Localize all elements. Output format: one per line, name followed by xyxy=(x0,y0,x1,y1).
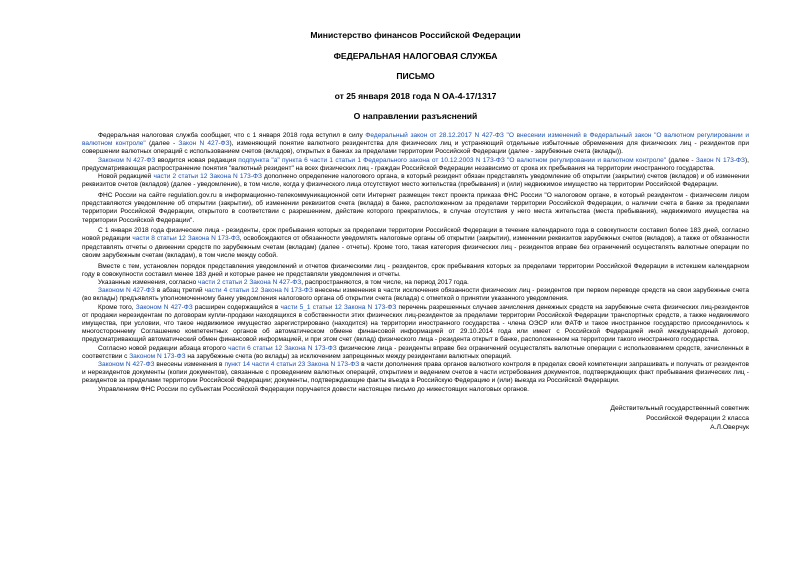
law-reference-link[interactable]: части 2 статьи 2 Закона N 427-ФЗ xyxy=(198,278,302,286)
paragraph-text: на зарубежные счета (во вклады) за исключением запрещенных между резидентами валютных операций. xyxy=(185,352,512,360)
paragraph-text: С 1 января 2018 года физические лица - резиденты, срок пребывания которых за пределами территории Российской Федерации в течение календарного года в совокупности составил более 183 дней, согласно новой редакции xyxy=(82,227,749,243)
law-reference-link[interactable]: Законом N 427-ФЗ xyxy=(98,156,156,164)
law-reference-link[interactable]: Законом N 173-ФЗ xyxy=(129,352,186,360)
body-paragraph xyxy=(82,157,749,173)
signatory-name: А.Л.Оверчук xyxy=(710,424,749,432)
paragraph-text: , распространяются, в том числе, на период 2017 года. xyxy=(301,278,469,286)
paragraph-text: дополнено определение налогового органа, в который резидент обязан представлять уведомление об открытии (закрытии) счетов (вкладов) и об изменении реквизитов счетов (вкладов) (далее - уведомление), в том числе, когда у физического лица отсутствуют место жительства (пребывания) и (или) недвижимое имущество на территории Российской Федерации. xyxy=(82,173,749,189)
body-paragraph xyxy=(82,227,749,260)
signatory-position-line2: Российской Федерации 2 класса xyxy=(646,414,749,422)
signature-block xyxy=(549,404,749,433)
law-reference-link[interactable]: части 2 статьи 12 Закона N 173-ФЗ xyxy=(153,173,262,181)
ministry-heading: Министерство финансов Российской Федерации xyxy=(310,30,521,40)
paragraph-text: в абзац третий xyxy=(154,287,205,295)
law-reference-link[interactable]: Законом N 427-ФЗ xyxy=(98,287,155,295)
law-reference-link[interactable]: пункт 14 части 4 статьи 23 Закона N 173-ФЗ xyxy=(224,360,360,368)
paragraph-text: перечень разрешенных случаев зачисления денежных средств на зарубежные счета физических лиц-резидентов от продажи нерезидентам по договорам купли-продажи находящихся в собственности этих физических лиц-резидентов за пределами территории Российской Федерации транспортных средств, а также недвижимого имущества, при условии, что такое недвижимое имущество зарегистрировано (находится) на территории иностранного государства - члена ОЭСР или ФАТФ и такое иностранное государство присоединилось к многостороннему Соглашению компетентных органов об автоматическом обмене финансовой информацией от 29.10.2014 года или имеет с Российской Федерацией иной международный договор, предусматривающий автоматический обмен финансовой информацией, и при этом счет (вклад) физического лица - резидента открыт в банке, расположенном на территории такого иностранного государства. xyxy=(82,303,749,344)
paragraph-text: Новой редакцией xyxy=(98,173,154,181)
paragraph-text: , освобождаются от обязанности уведомлять налоговые органы об открытии (закрытии), изменении реквизитов зарубежных счетов (вкладов), а также от обязанности представлять отчеты о движении средств по зарубежным счетам (вкладам) (далее - отчеты). Кроме того, такая категория физических лиц - резидентов вправе без ограничений осуществлять валютные операции по своим зарубежным счетам (вкладам), в том числе между собой. xyxy=(82,235,749,259)
letter-body xyxy=(82,132,749,394)
body-paragraph xyxy=(82,304,749,345)
body-paragraph xyxy=(82,192,749,225)
law-reference-link[interactable]: части 6 статьи 12 Закона N 173-ФЗ xyxy=(228,344,337,352)
document-date-number: от 25 января 2018 года N ОА-4-17/1317 xyxy=(334,91,497,101)
paragraph-text: ), изменяющий понятие валютного резидентства для физических лиц и устраняющий отдельные избыточные обременения для физических лиц - резидентов при совершении валютных операций с использованием счетов (вкладов), открытых в банках за пределами территории Российской Федерации (далее - зарубежные счета (вклады)). xyxy=(82,140,749,156)
law-reference-link[interactable]: Законом N 427-ФЗ xyxy=(98,360,155,368)
law-reference-link[interactable]: подпункта "а" пункта 6 части 1 статьи 1 Федерального закона от 10.12.2003 N 173-ФЗ "О валютном регулировании и валютном контроле" xyxy=(238,156,667,164)
body-paragraph xyxy=(82,279,749,287)
paragraph-text: (далее - xyxy=(666,156,696,164)
law-reference-link[interactable]: Законом N 427-ФЗ xyxy=(135,303,193,311)
body-paragraph xyxy=(82,132,749,157)
body-paragraph xyxy=(82,287,749,303)
paragraph-text: Согласно новой редакции абзаца второго xyxy=(98,344,229,352)
document-type: ПИСЬМО xyxy=(396,71,435,81)
paragraph-text: внесены изменения в части исключения обязанности физических лиц - резидентов при первом переводе средств на свои зарубежные счета (во вклады) предъявлять уполномоченному банку уведомления налогового органа об открытии счета (вклада) с отметкой о принятии указанного уведомления. xyxy=(82,287,749,303)
paragraph-text: расширен содержащийся в xyxy=(192,303,281,311)
paragraph-text: Кроме того, xyxy=(98,303,136,311)
paragraph-text: ), предусматривающая распространение понятия "валютный резидент" на всех физических лиц - граждан Российской Федерации независимо от срока их пребывания на территории иностранного государства. xyxy=(82,156,749,172)
service-heading: ФЕДЕРАЛЬНАЯ НАЛОГОВАЯ СЛУЖБА xyxy=(333,51,498,61)
signatory-position-line1: Действительный государственный советник xyxy=(610,405,749,412)
body-paragraph xyxy=(82,361,749,386)
law-reference-link[interactable]: Закон N 173-ФЗ xyxy=(695,156,745,164)
paragraph-text: Управлениям ФНС России по субъектам Российской Федерации поручается довести настоящее письмо до нижестоящих налоговых органов. xyxy=(98,385,529,393)
law-reference-link[interactable]: Закон N 427-ФЗ xyxy=(178,140,230,148)
paragraph-text: Вместе с тем, установлен порядок представления уведомлений и отчетов физическими лиц - резидентов, срок пребывания которых за пределами территории Российской Федерации в истекшем календарном году в совокупности составил менее 183 дней и которые ранее не представляли уведомления и отчеты. xyxy=(82,262,749,278)
body-paragraph xyxy=(82,386,749,394)
paragraph-text: ФНС России на сайте regulation.gov.ru в информационно-телекоммуникационной сети Интернет размещен текст проекта приказа ФНС России "О налоговом органе, в который резидентом - физическим лицом представляются уведомление об открытии (закрытии), об изменении реквизитов счета (вклада) в банке, расположенном за пределами территории Российской Федерации, о наличии счета в банке за пределами территории Российской Федерации, открытого в соответствии с разрешением, действие которого прекратилось, в случае отсутствия у него места жительства (места пребывания), недвижимого имущества на территории Российской Федерации". xyxy=(82,191,749,224)
paragraph-text: Указанные изменения, согласно xyxy=(98,278,199,286)
body-paragraph xyxy=(82,263,749,279)
law-reference-link[interactable]: части 5_1 статьи 12 Закона N 173-ФЗ xyxy=(280,303,397,311)
paragraph-text: Федеральная налоговая служба сообщает, что с 1 января 2018 года вступил в силу xyxy=(98,132,366,139)
body-paragraph xyxy=(82,345,749,361)
document-subject: О направлении разъяснений xyxy=(353,111,478,121)
body-paragraph xyxy=(82,173,749,189)
paragraph-text: внесены изменения в xyxy=(154,360,225,368)
law-reference-link[interactable]: части 8 статьи 12 Закона N 173-ФЗ xyxy=(132,235,240,243)
law-reference-link[interactable]: Федеральный закон от 28.12.2017 N 427-ФЗ "О внесении изменений в Федеральный закон "О валютном регулировании и валютном контроле" xyxy=(82,132,749,148)
paragraph-text: в части дополнения права органов валютного контроля в пределах своей компетенции запрашивать и получать от резидентов и нерезидентов документы (копии документов), связанные с проведением валютных операций, открытием и ведением счетов в части истребования документов, подтверждающих факт пребывания физических лиц - резидентов за пределами территории Российской Федерации; документы, подтверждающие факты въезда в Российскую Федерацию и (или) выезда из Российской Федерации. xyxy=(82,360,749,385)
law-reference-link[interactable]: части 4 статьи 12 Закона N 173-ФЗ xyxy=(204,287,313,295)
paragraph-text: вводится новая редакция xyxy=(155,156,239,164)
letter-page xyxy=(82,30,749,432)
paragraph-text: (далее - xyxy=(145,140,179,148)
paragraph-text: физические лица - резиденты вправе без ограничений осуществлять валютные операции с использованием средств, зачисленных в соответствии с xyxy=(82,344,749,360)
